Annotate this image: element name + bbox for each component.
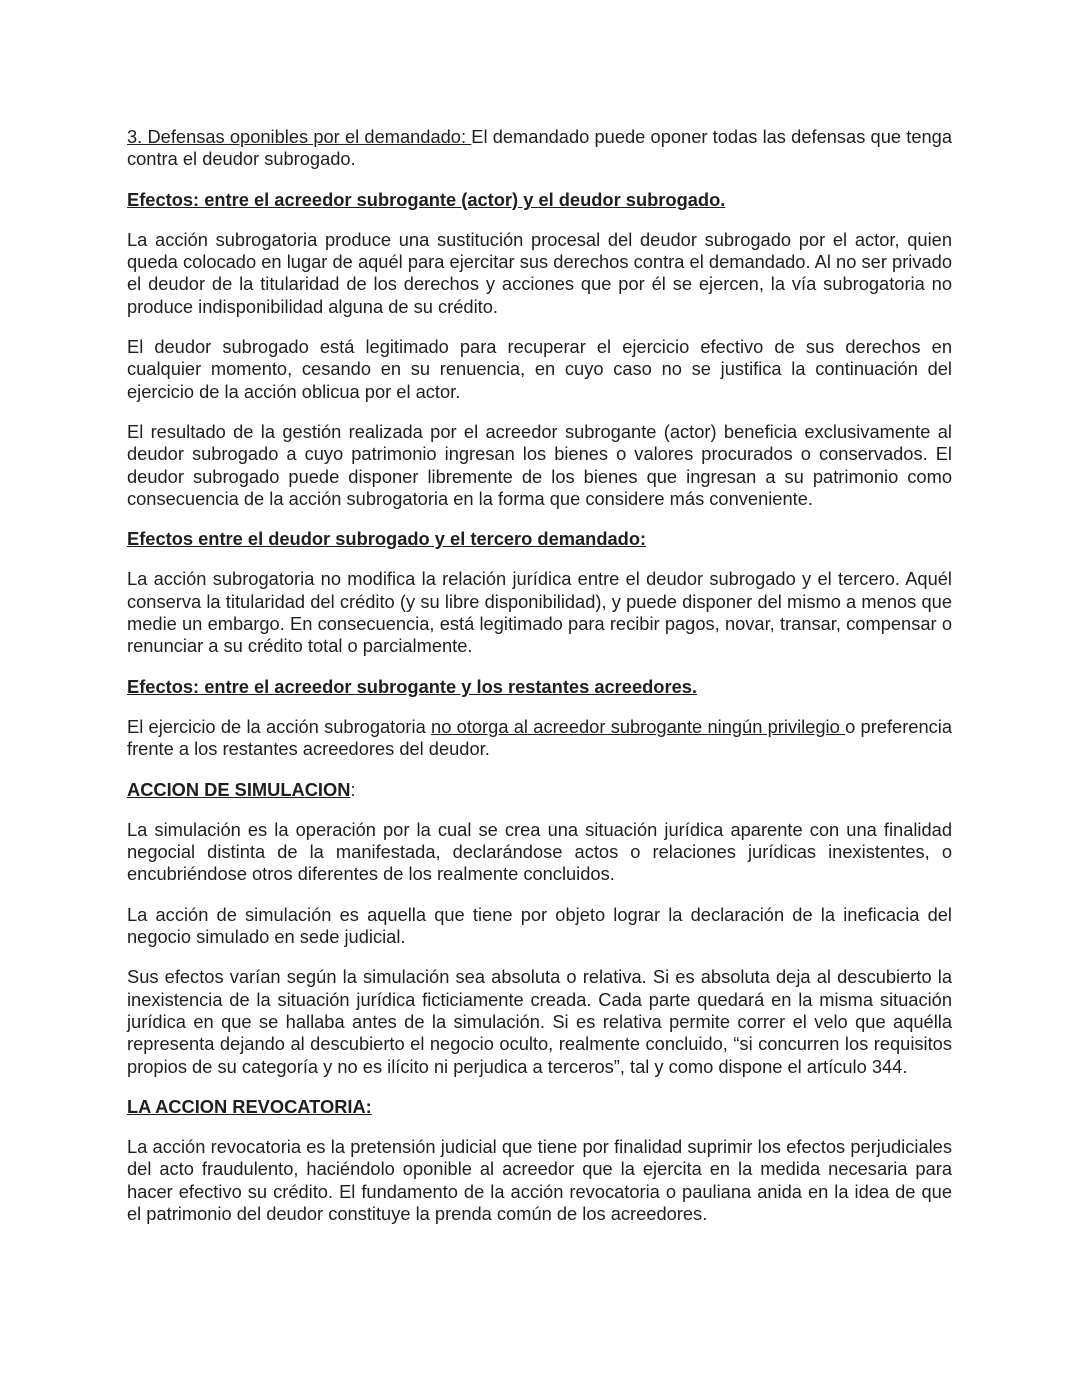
paragraph-privilegio	[127, 716, 952, 761]
paragraph-sustitucion: La acción subrogatoria produce una sustitución procesal del deudor subrogado por el actor, quien queda colocado en lugar de aquél para ejercitar sus derechos contra el demandado. Al no ser privado el deudor de la titularidad de los derechos y acciones que por él se ejercen, la vía subrogatoria no produce indisponibilidad alguna de su crédito.	[127, 228, 952, 317]
paragraph-privilegio-after: o preferencia frente a los restantes acreedores del deudor.	[127, 715, 952, 760]
paragraph-relacion-juridica: La acción subrogatoria no modifica la relación jurídica entre el deudor subrogado y el tercero. Aquél conserva la titularidad del crédito (y su libre disponibilidad), y puede disponer del mismo a menos que medie un embargo. En consecuencia, está legitimado para recibir pagos, novar, transar, compensar o renunciar a su crédito total o parcialmente.	[127, 568, 952, 657]
heading-efectos-deudor-tercero: Efectos entre el deudor subrogado y el tercero demandado:	[127, 528, 647, 550]
paragraph-efectos-simulacion: Sus efectos varían según la simulación sea absoluta o relativa. Si es absoluta deja al descubierto la inexistencia de la situación jurídica ficticiamente creada. Cada parte quedará en la misma situación jurídica en que se hallaba antes de la simulación. Si es relativa permite correr el velo que aquélla representa dejando al descubierto el negocio oculto, realmente concluido, “si concurren los requisitos propios de su categoría y no es ilícito ni perjudica a terceros”, tal y como dispone el artículo 344.	[127, 966, 952, 1077]
paragraph-defensas-text: El demandado puede oponer todas las defensas que tenga contra el deudor subrogado.	[127, 126, 953, 170]
heading-efectos-acreedor-deudor: Efectos: entre el acreedor subrogante (actor) y el deudor subrogado.	[127, 188, 726, 210]
heading-efectos-acreedores: Efectos: entre el acreedor subrogante y los restantes acreedores.	[127, 675, 697, 697]
paragraph-privilegio-underlined: no otorga al acreedor subrogante ningún privilegio	[431, 715, 846, 737]
paragraph-simulacion-definicion: La simulación es la operación por la cual se crea una situación jurídica aparente con una finalidad negocial distinta de la manifestada, declarándose actos o relaciones jurídicas inexistentes, o encubriéndose otros diferentes de los realmente concluidos.	[127, 818, 952, 885]
heading-simulacion-line	[127, 779, 952, 801]
heading-revocatoria: LA ACCION REVOCATORIA:	[127, 1095, 372, 1117]
paragraph-accion-simulacion: La acción de simulación es aquella que tiene por objeto lograr la declaración de la ineficacia del negocio simulado en sede judicial.	[127, 903, 952, 948]
heading-simulacion: ACCION DE SIMULACION	[127, 778, 351, 800]
paragraph-revocatoria: La acción revocatoria es la pretensión judicial que tiene por finalidad suprimir los efectos perjudiciales del acto fraudulento, haciéndolo oponible al acreedor que la ejercita en la medida necesaria para hacer efectivo su crédito. El fundamento de la acción revocatoria o pauliana anida en la idea de que el patrimonio del deudor constituye la prenda común de los acreedores.	[127, 1136, 952, 1224]
section-label-defensas: 3. Defensas oponibles por el demandado:	[127, 126, 472, 147]
paragraph-legitimado: El deudor subrogado está legitimado para recuperar el ejercicio efectivo de sus derechos en cualquier momento, cesando en su renuencia, en cuyo caso no se justifica la continuación del ejercicio de la acción oblicua por el actor.	[127, 336, 952, 402]
paragraph-privilegio-before: El ejercicio de la acción subrogatoria	[127, 715, 432, 737]
paragraph-resultado: El resultado de la gestión realizada por el acreedor subrogante (actor) beneficia exclusivamente al deudor subrogado a cuyo patrimonio ingresan los bienes o valores procurados o conservados. El deudor subrogado puede disponer libremente de los bienes que ingresan a su patrimonio como consecuencia de la acción subrogatoria en la forma que considere más conveniente.	[127, 420, 952, 509]
paragraph-defensas	[127, 126, 952, 171]
heading-simulacion-colon: :	[350, 778, 356, 800]
document-page	[127, 126, 952, 1243]
